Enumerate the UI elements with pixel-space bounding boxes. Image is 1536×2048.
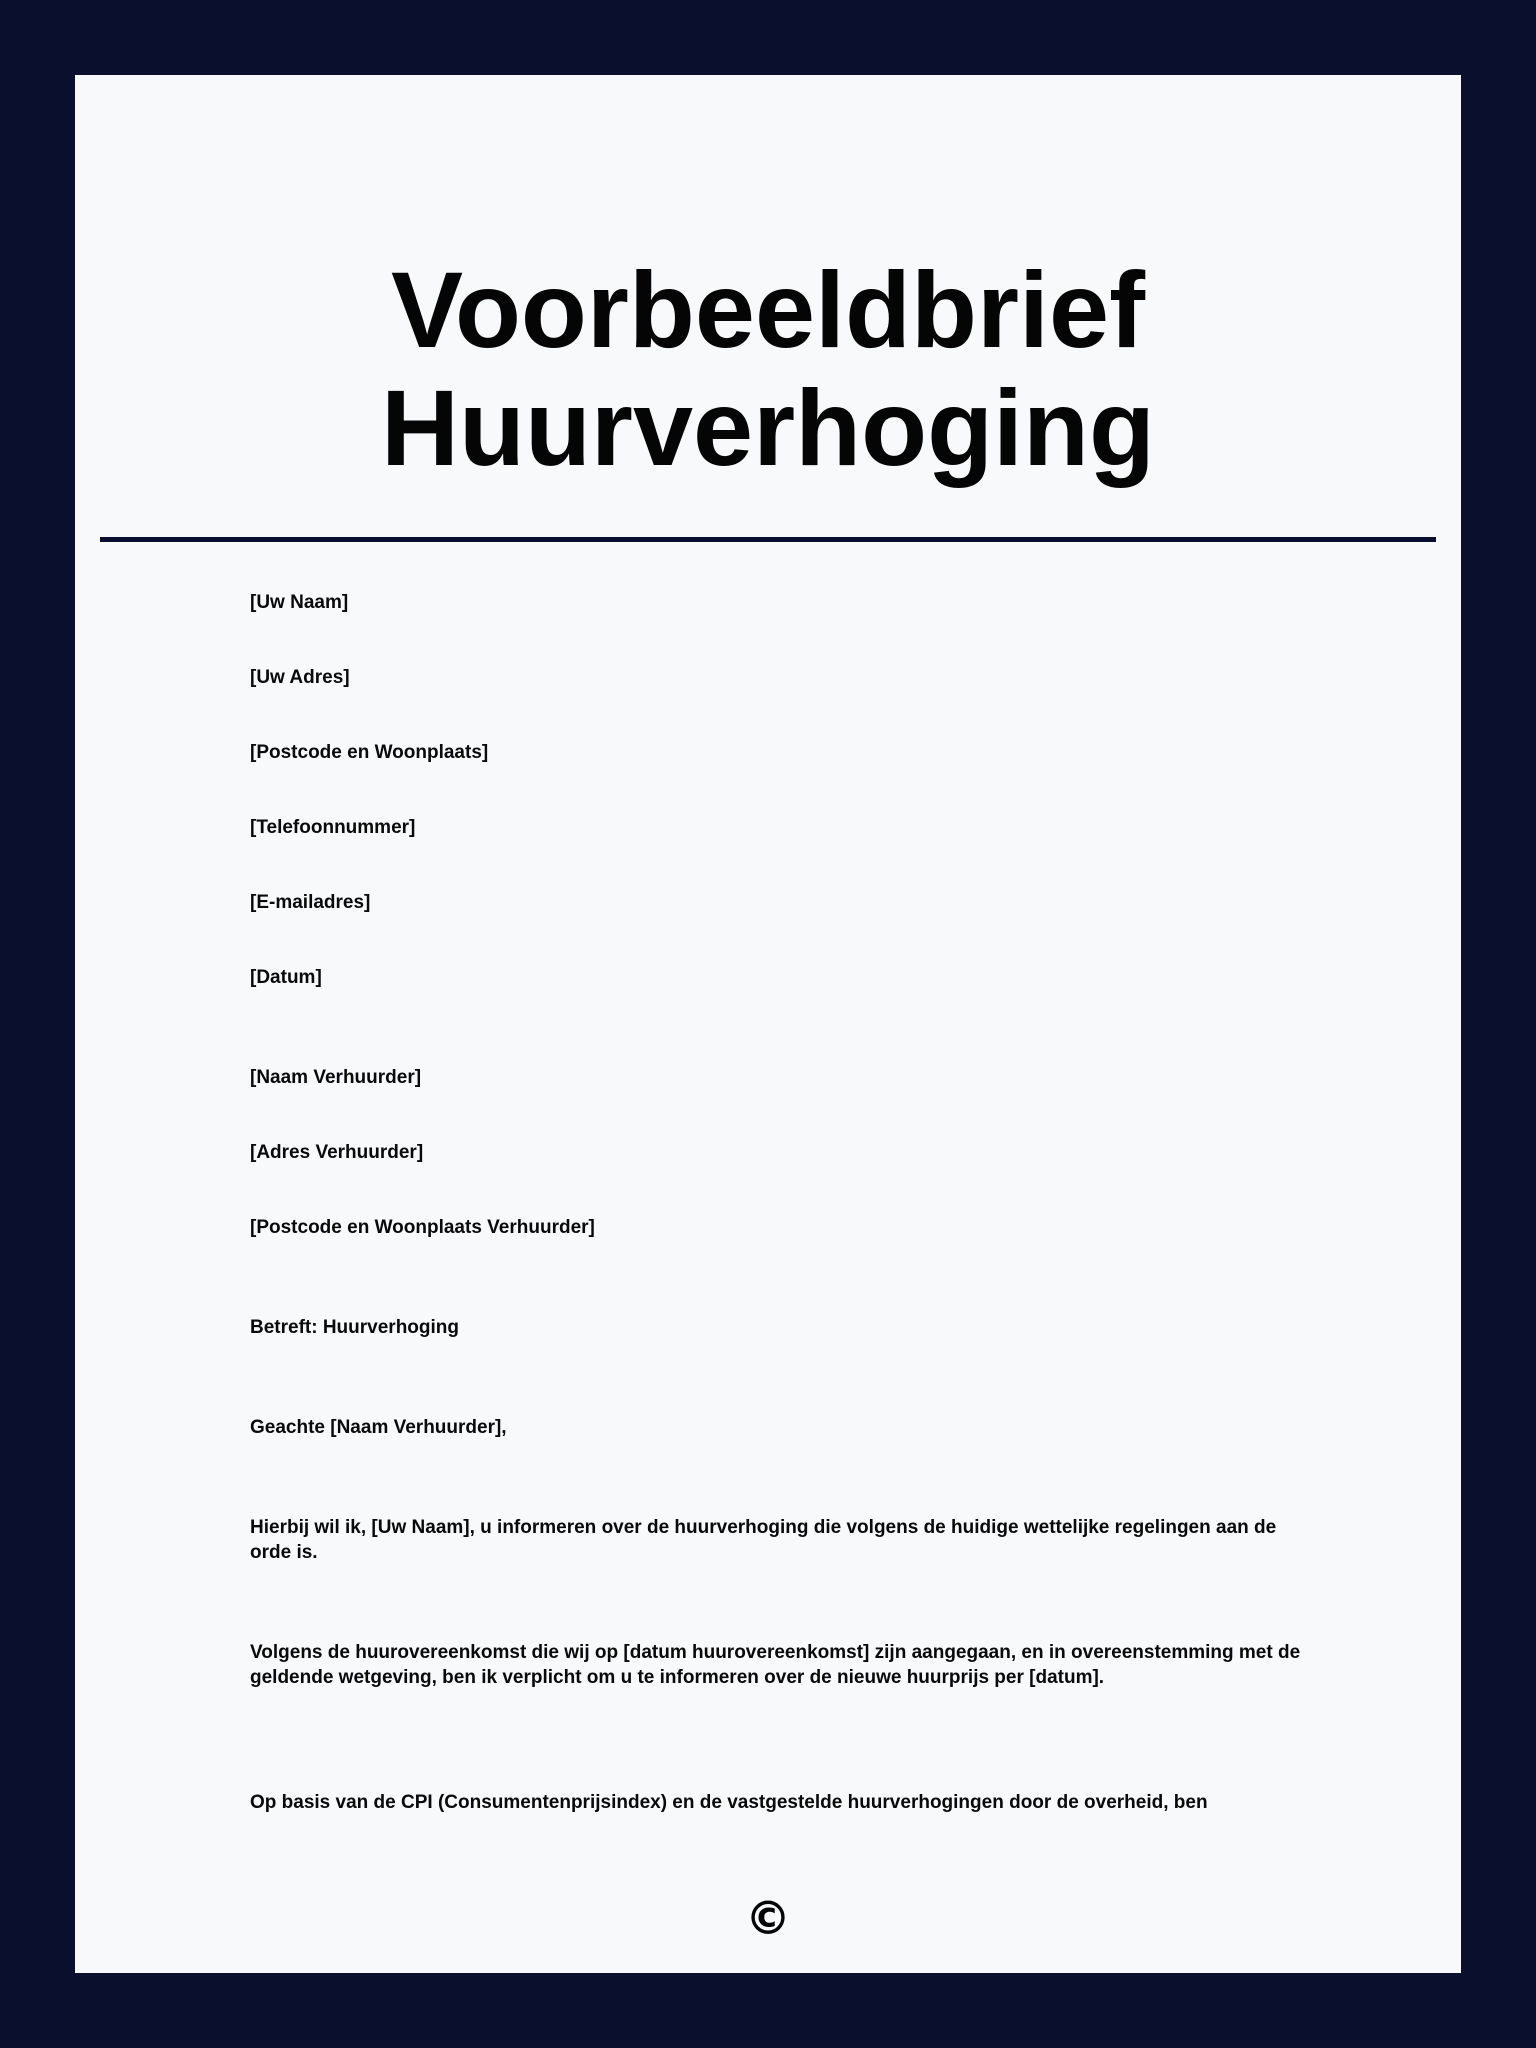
title-line-1: Voorbeeldbrief	[390, 249, 1146, 370]
recipient-postal-city: [Postcode en Woonplaats Verhuurder]	[250, 1217, 595, 1238]
sender-postal-city: [Postcode en Woonplaats]	[250, 742, 489, 763]
paragraph-3: Op basis van de CPI (Consumentenprijsindex) en de vastgestelde huurverhogingen door de overheid, ben	[250, 1792, 1208, 1813]
sender-phone: [Telefoonnummer]	[250, 817, 416, 838]
sender-email: [E-mailadres]	[250, 892, 371, 913]
letter-date: [Datum]	[250, 967, 322, 988]
title-line-2: Huurverhoging	[381, 367, 1155, 488]
recipient-address: [Adres Verhuurder]	[250, 1142, 424, 1163]
document-page	[75, 75, 1461, 1973]
title-divider	[100, 537, 1436, 542]
letter-subject: Betreft: Huurverhoging	[250, 1317, 459, 1338]
sender-name: [Uw Naam]	[250, 592, 349, 613]
letter-salutation: Geachte [Naam Verhuurder],	[250, 1417, 507, 1438]
document-title	[75, 251, 1461, 487]
recipient-name: [Naam Verhuurder]	[250, 1067, 422, 1088]
paragraph-2: Volgens de huurovereenkomst die wij op [datum huurovereenkomst] zijn aangegaan, en in overeenstemming met de geldende wetgeving, ben ik verplicht om u te informeren over de nieuwe huurprijs per [datum].	[250, 1642, 1301, 1688]
copyright-icon: ©	[745, 1891, 791, 1945]
sender-address: [Uw Adres]	[250, 667, 350, 688]
paragraph-1: Hierbij wil ik, [Uw Naam], u informeren over de huurverhoging die volgens de huidige wettelijke regelingen aan de orde is.	[250, 1517, 1277, 1563]
